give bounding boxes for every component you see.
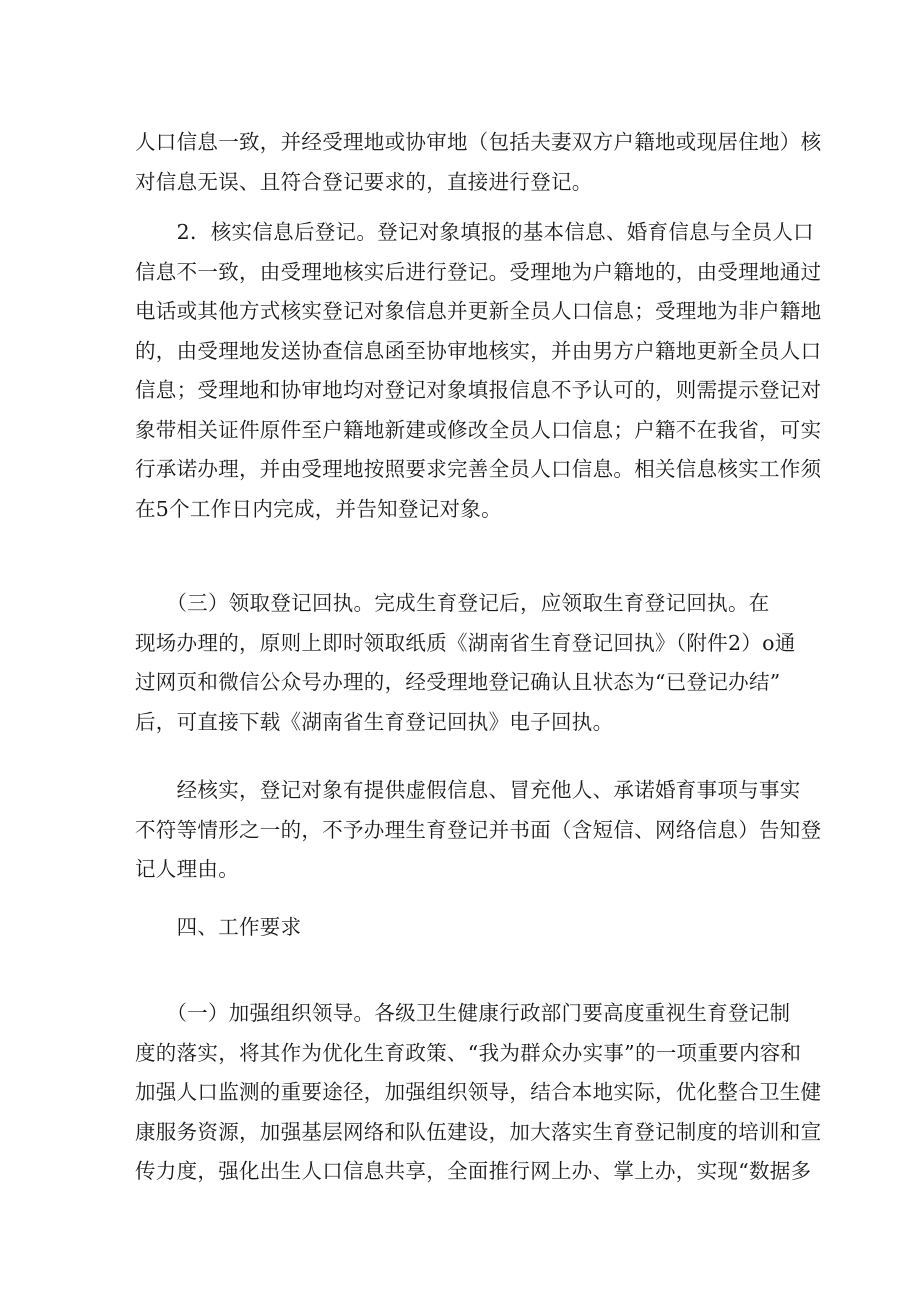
- text-line: 信息；受理地和协审地均对登记对象填报信息不予认可的，则需提示登记对: [135, 378, 822, 402]
- text-line: 加强人口监测的重要途径，加强组织领导，结合本地实际，优化整合卫生健: [135, 1080, 822, 1104]
- text-line: 传力度，强化出生人口信息共享，全面推行网上办、掌上办，实现“数据多: [135, 1159, 812, 1183]
- section-heading-text: 四、工作要求: [135, 915, 302, 939]
- text-line: 信息不一致，由受理地核实后进行登记。受理地为户籍地的，由受理地通过: [135, 259, 822, 284]
- text-line: 现场办理的，原则上即时领取纸质《湖南省生育登记回执》（附件2）o通: [135, 630, 796, 655]
- text-line: 对信息无误、且符合登记要求的，直接进行登记。: [135, 169, 593, 194]
- text-line: 在5个工作日内完成，并告知登记对象。: [135, 496, 502, 521]
- text-line: 人口信息一致，并经受理地或协审地（包括夫妻双方户籍地或现居住地）核: [135, 130, 822, 154]
- paragraph-registration-direct: [135, 123, 822, 202]
- text-line: 象带相关证件原件至户籍地新建或修改全员人口信息；户籍不在我省，可实: [135, 417, 822, 442]
- paragraph-organization-leadership: [135, 994, 822, 1192]
- text-line: 记人理由。: [135, 857, 239, 881]
- text-line: 电话或其他方式核实登记对象信息并更新全员人口信息；受理地为非户籍地: [135, 299, 822, 323]
- text-line: 康服务资源，加强基层网络和队伍建设，加大落实生育登记制度的培训和宣: [135, 1119, 822, 1144]
- text-line: （一）加强组织领导。各级卫生健康行政部门要高度重视生育登记制: [135, 1001, 791, 1025]
- text-line: 行承诺办理，并由受理地按照要求完善全员人口信息。相关信息核实工作须: [135, 457, 822, 481]
- text-line: 2．核实信息后登记。登记对象填报的基本信息、婚育信息与全员人口: [135, 220, 814, 244]
- text-line: 经核实，登记对象有提供虚假信息、冒充他人、承诺婚育事项与事实: [135, 778, 801, 802]
- section-heading-work-requirements: [135, 908, 795, 948]
- text-line: （三）领取登记回执。完成生育登记后，应领取生育登记回执。在: [135, 591, 770, 615]
- paragraph-false-info: [135, 771, 822, 890]
- text-line: 不符等情形之一的，不予办理生育登记并书面（含短信、网络信息）告知登: [135, 817, 822, 842]
- text-line: 后，可直接下载《湖南省生育登记回执》电子回执。: [135, 709, 614, 734]
- text-line: 的，由受理地发送协查信息函至协审地核实，并由男方户籍地更新全员人口: [135, 338, 822, 363]
- paragraph-verify-then-register: [135, 213, 822, 529]
- text-line: 过网页和微信公众号办理的，经受理地登记确认且状态为“已登记办结”: [135, 670, 781, 694]
- paragraph-receipt: [135, 584, 795, 742]
- text-line: 度的落实，将其作为优化生育政策、“我为群众办实事”的一项重要内容和: [135, 1040, 802, 1065]
